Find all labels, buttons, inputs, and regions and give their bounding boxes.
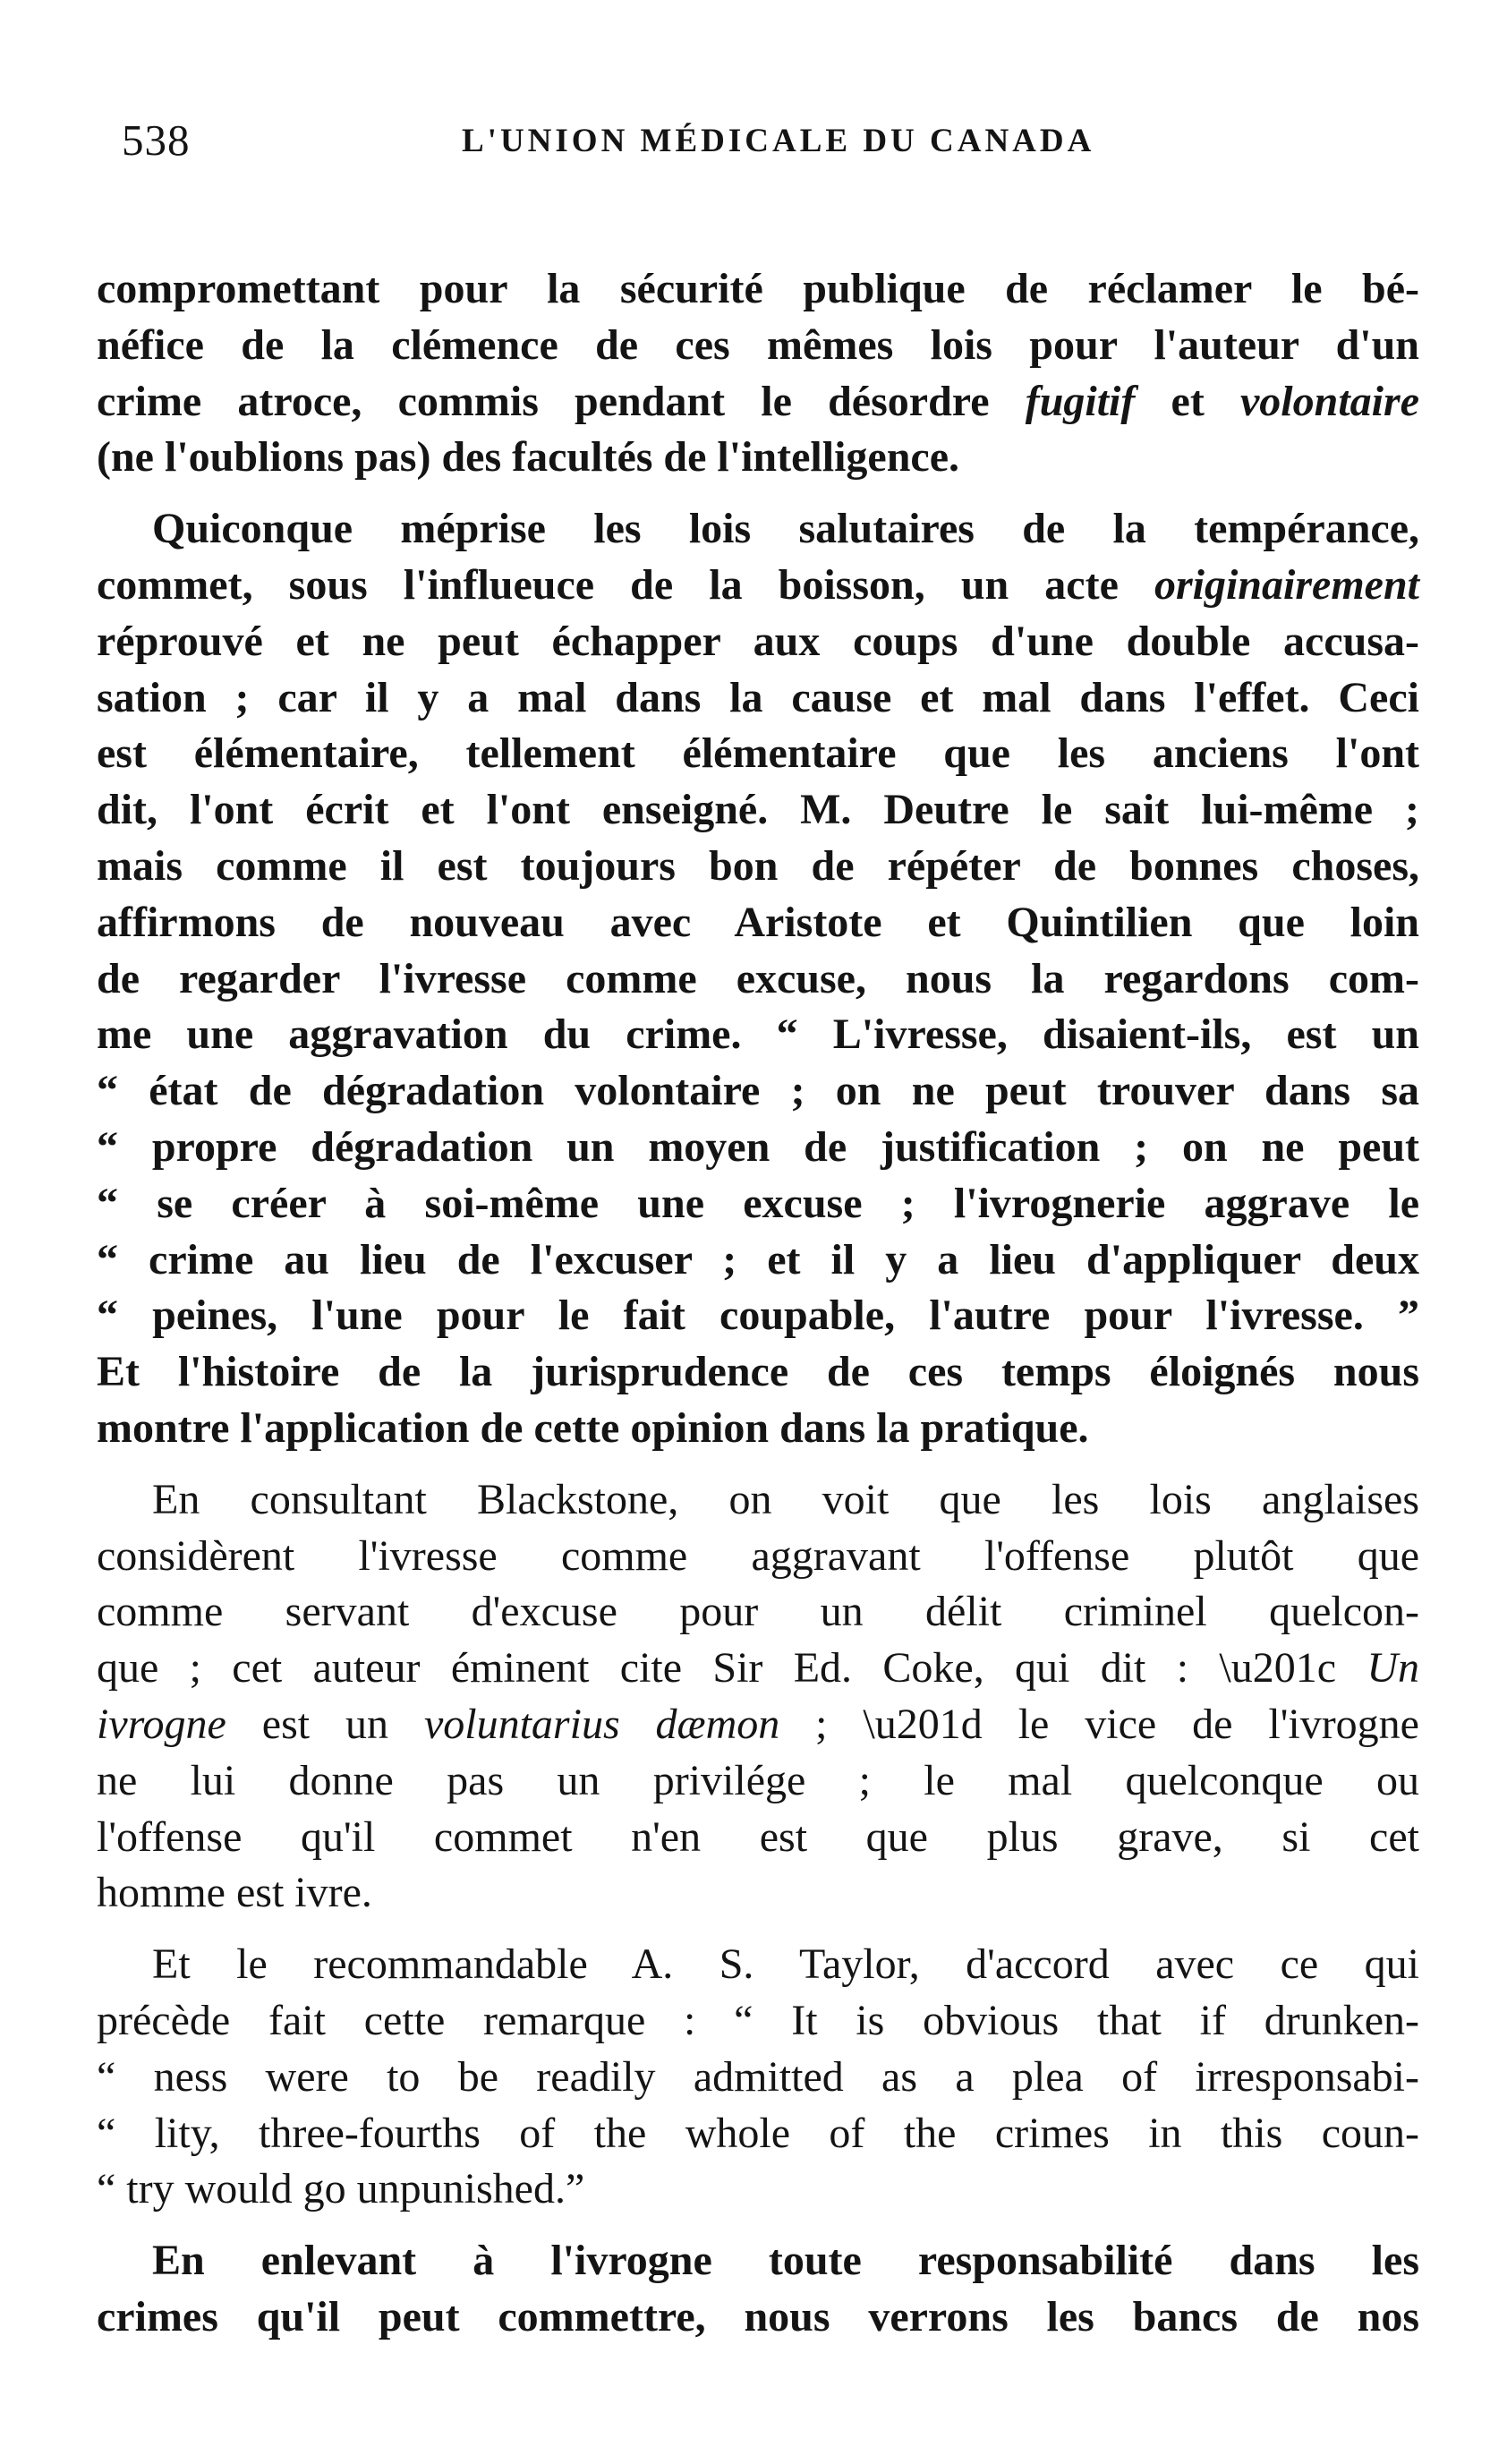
emphasis-originairement: originairement bbox=[1154, 560, 1419, 609]
text-line: affirmons de nouveau avec Aristote et Quintilien que loin bbox=[97, 898, 1419, 946]
text-segment: et bbox=[1135, 377, 1240, 425]
text-line: néfice de la clémence de ces mêmes lois pour l'auteur d'un bbox=[97, 320, 1419, 369]
text-line: “ se créer à soi-même une excuse ; l'ivrognerie aggrave le bbox=[97, 1179, 1419, 1227]
text-line: dit, l'ont écrit et l'ont enseigné. M. Deutre le sait lui-même ; bbox=[97, 786, 1419, 834]
text-line bbox=[97, 1697, 1419, 1753]
text-line: mais comme il est toujours bon de répéter de bonnes choses, bbox=[97, 841, 1419, 890]
text-line: Et l'histoire de la jurisprudence de ces temps éloignés nous bbox=[97, 1348, 1419, 1396]
text-segment: est un bbox=[226, 1700, 424, 1748]
book-page bbox=[97, 106, 1419, 2361]
text-line: réprouvé et ne peut échapper aux coups d'une double accusa- bbox=[97, 617, 1419, 665]
emphasis-ivrogne: ivrogne bbox=[97, 1700, 226, 1748]
text-line: “ peines, l'une pour le fait coupable, l'autre pour l'ivresse. ” bbox=[97, 1292, 1419, 1340]
paragraph-4 bbox=[97, 1937, 1419, 2218]
text-line: (ne l'oublions pas) des facultés de l'intelligence. bbox=[97, 433, 960, 482]
paragraph-5 bbox=[97, 2233, 1419, 2346]
text-line: crimes qu'il peut commettre, nous verrons les bancs de nos bbox=[97, 2292, 1419, 2340]
text-line: En enlevant à l'ivrogne toute responsabilité dans les bbox=[152, 2237, 1419, 2285]
text-segment: que ; cet auteur éminent cite Sir Ed. Coke, qui dit : \u201c bbox=[97, 1644, 1367, 1692]
text-line: de regarder l'ivresse comme excuse, nous la regardons com- bbox=[97, 954, 1419, 1002]
text-line: comme servant d'excuse pour un délit criminel quelcon- bbox=[97, 1588, 1419, 1636]
text-line: l'offense qu'il commet n'en est que plus grave, si cet bbox=[97, 1812, 1419, 1861]
text-line: En consultant Blackstone, on voit que les lois anglaises bbox=[152, 1475, 1419, 1523]
emphasis-un: Un bbox=[1367, 1644, 1419, 1692]
paragraph-2 bbox=[97, 501, 1419, 1457]
text-line: Quiconque méprise les lois salutaires de la tempérance, bbox=[152, 505, 1419, 553]
page-number: 538 bbox=[122, 115, 191, 165]
text-segment: commet, sous l'influeuce de la boisson, un acte bbox=[97, 560, 1154, 609]
text-line: est élémentaire, tellement élémentaire que les anciens l'ont bbox=[97, 729, 1419, 778]
text-segment: crime atroce, commis pendant le désordre bbox=[97, 377, 1026, 425]
text-line: “ ness were to be readily admitted as a plea of irresponsabi- bbox=[97, 2052, 1419, 2101]
text-line: précède fait cette remarque : “ It is obvious that if drunken- bbox=[97, 1996, 1419, 2044]
text-line: “ try would go unpunished.” bbox=[97, 2165, 585, 2213]
text-line bbox=[97, 1641, 1419, 1697]
text-line: “ propre dégradation un moyen de justification ; on ne peut bbox=[97, 1122, 1419, 1171]
text-line: Et le recommandable A. S. Taylor, d'accord avec ce qui bbox=[152, 1940, 1419, 1989]
text-line: sation ; car il y a mal dans la cause et mal dans l'effet. Ceci bbox=[97, 673, 1419, 721]
emphasis-voluntarius-daemon: voluntarius dæmon bbox=[423, 1700, 780, 1748]
text-segment: ; \u201d le vice de l'ivrogne bbox=[779, 1700, 1419, 1748]
text-line: “ crime au lieu de l'excuser ; et il y a lieu d'appliquer deux bbox=[97, 1235, 1419, 1283]
journal-title: L'UNION MÉDICALE DU CANADA bbox=[462, 123, 1095, 159]
text-line bbox=[97, 374, 1419, 431]
text-line: ne lui donne pas un privilége ; le mal quelconque ou bbox=[97, 1756, 1419, 1804]
paragraph-3 bbox=[97, 1472, 1419, 1922]
text-line: “ lity, three-fourths of the whole of the crimes in this coun- bbox=[97, 2109, 1419, 2157]
paragraph-1 bbox=[97, 261, 1419, 486]
emphasis-volontaire: volontaire bbox=[1240, 377, 1419, 425]
text-line: “ état de dégradation volontaire ; on ne peut trouver dans sa bbox=[97, 1067, 1419, 1115]
running-head bbox=[97, 106, 1419, 175]
text-line: me une aggravation du crime. “ L'ivresse, disaient-ils, est un bbox=[97, 1010, 1419, 1059]
text-line: homme est ivre. bbox=[97, 1869, 372, 1917]
text-line bbox=[97, 558, 1419, 614]
text-line: montre l'application de cette opinion dans la pratique. bbox=[97, 1403, 1089, 1452]
text-line: compromettant pour la sécurité publique de réclamer le bé- bbox=[97, 265, 1419, 312]
text-line: considèrent l'ivresse comme aggravant l'offense plutôt que bbox=[97, 1531, 1419, 1580]
emphasis-fugitif: fugitif bbox=[1025, 377, 1136, 425]
